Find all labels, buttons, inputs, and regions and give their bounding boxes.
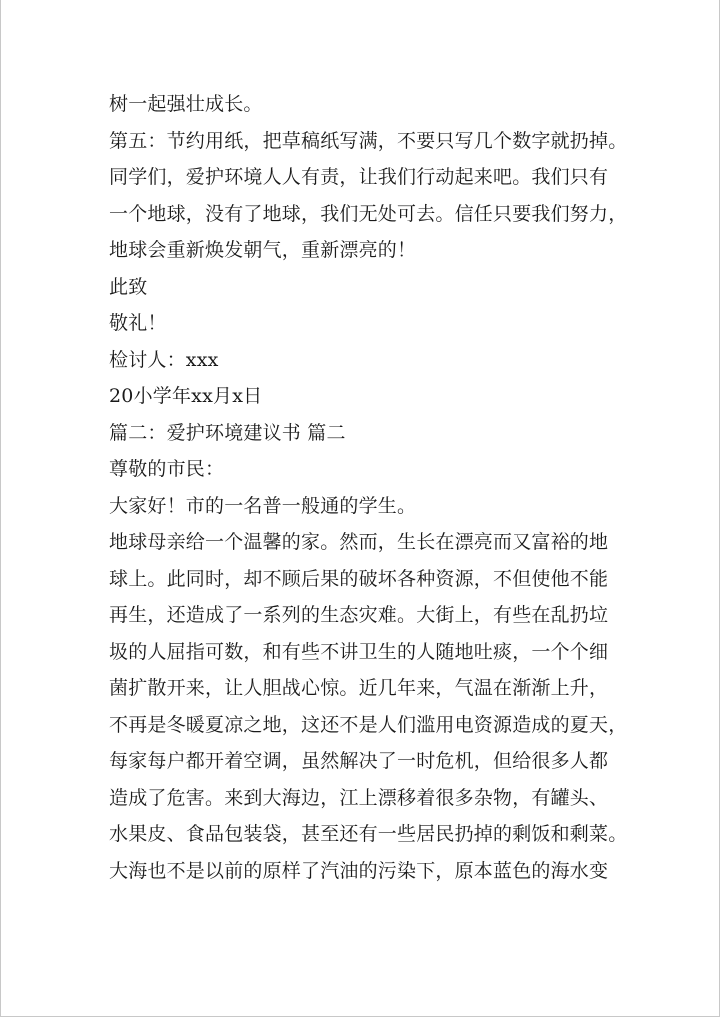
greeting-line: 尊敬的市民：	[109, 458, 225, 480]
text-line-16: 圾的人屈指可数，和有些不讲卫生的人随地吐痰，一个个细	[109, 640, 609, 663]
closing-respect: 敬礼！	[109, 312, 167, 334]
text-line-14: 球上。此同时，却不顾后果的破坏各种资源，不但使他不能	[109, 567, 609, 590]
document-body	[109, 86, 629, 889]
intro-line: 大家好！市的一名普一般通的学生。	[109, 494, 417, 517]
text-line-1: 树一起强壮成长。	[109, 93, 263, 115]
section-heading: 篇二：爱护环境建议书 篇二	[109, 421, 346, 444]
text-line-18: 不再是冬暖夏凉之地，这还不是人们滥用电资源造成的夏天，	[109, 713, 628, 736]
text-line-2: 第五：节约用纸，把草稿纸写满，不要只写几个数字就扔掉。	[109, 129, 628, 152]
date-line: 20小学年xx月x日	[109, 385, 263, 407]
text-line-19: 每家每户都开着空调，虽然解决了一时危机，但给很多人都	[109, 750, 609, 772]
text-line-15: 再生，还造成了一系列的生态灾难。大街上，有些在乱扔垃	[109, 604, 609, 626]
text-line-22: 大海也不是以前的原样了汽油的污染下，原本蓝色的海水变	[109, 859, 609, 882]
text-line-20: 造成了危害。来到大海边，江上漂移着很多杂物，有罐头、	[109, 786, 609, 809]
text-line-21: 水果皮、食品包装袋，甚至还有一些居民扔掉的剩饭和剩菜。	[109, 823, 628, 845]
text-line-3: 同学们，爱护环境人人有责，让我们行动起来吧。我们只有	[109, 166, 609, 188]
author-signature: 检讨人：xxx	[109, 348, 219, 371]
text-line-5: 地球会重新焕发朝气，重新漂亮的！	[109, 239, 417, 261]
text-line-4: 一个地球，没有了地球，我们无处可去。信任只要我们努力，	[109, 202, 628, 225]
text-line-17: 菌扩散开来，让人胆战心惊。近几年来，气温在渐渐上升，	[109, 677, 609, 699]
closing-salutation: 此致	[109, 275, 148, 298]
text-line-13: 地球母亲给一个温馨的家。然而，生长在漂亮而又富裕的地	[109, 531, 609, 553]
